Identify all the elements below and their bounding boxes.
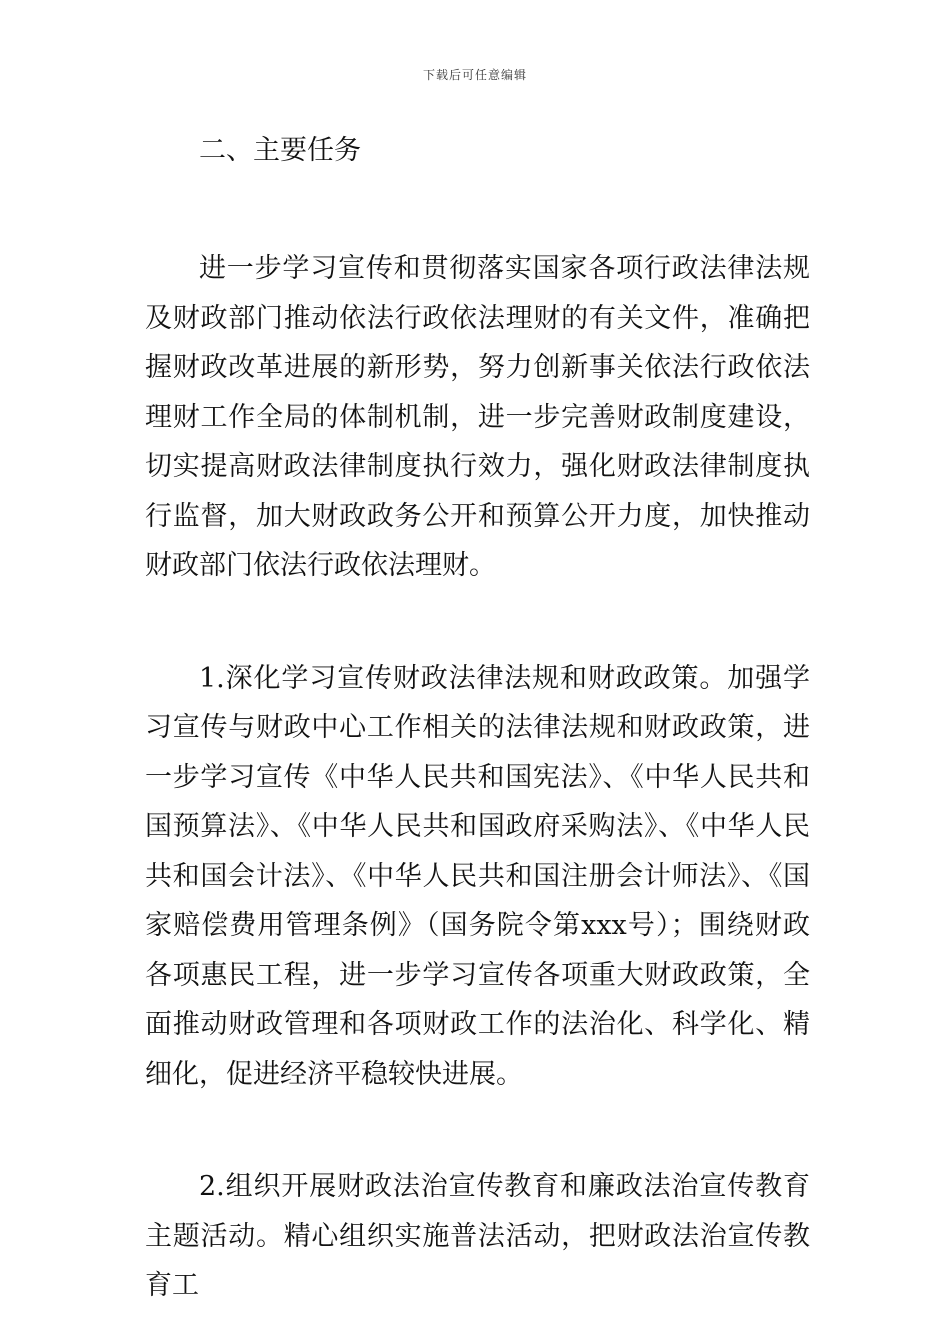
page-header: 下载后可任意编辑 [422,68,527,82]
item-2-paragraph: 2.组织开展财政法治宣传教育和廉政法治宣传教育主题活动。精心组织实施普法活动，把财政法治宣传教育工 [145,1171,810,1301]
document-body [145,128,810,1311]
spacer [145,591,810,654]
spacer [145,1099,810,1162]
item-1-paragraph: 1.深化学习宣传财政法律法规和财政政策。加强学习宣传与财政中心工作相关的法律法规和财政政策，进一步学习宣传《中华人民共和国宪法》、《中华人民共和国预算法》、《中华人民共和国政府采购法》、《中华人民共和国会计法》、《中华人民共和国注册会计师法》、《国家赔偿费用管理条例》（国务院令第xxx号）；围绕财政各项惠民工程，进一步学习宣传各项重大财政政策，全面推动财政管理和各项财政工作的法治化、科学化、精细化，促进经济平稳较快进展。 [145,662,810,1090]
intro-paragraph: 进一步学习宣传和贯彻落实国家各项行政法律法规及财政部门推动依法行政依法理财的有关文件，准确把握财政改革进展的新形势，努力创新事关依法行政依法理财工作全局的体制机制，进一步完善财政制度建设，切实提高财政法律制度执行效力，强化财政法律制度执行监督，加大财政政务公开和预算公开力度，加快推动财政部门依法行政依法理财。 [145,253,810,581]
spacer [145,174,810,244]
section-heading: 二、主要任务 [199,135,361,166]
